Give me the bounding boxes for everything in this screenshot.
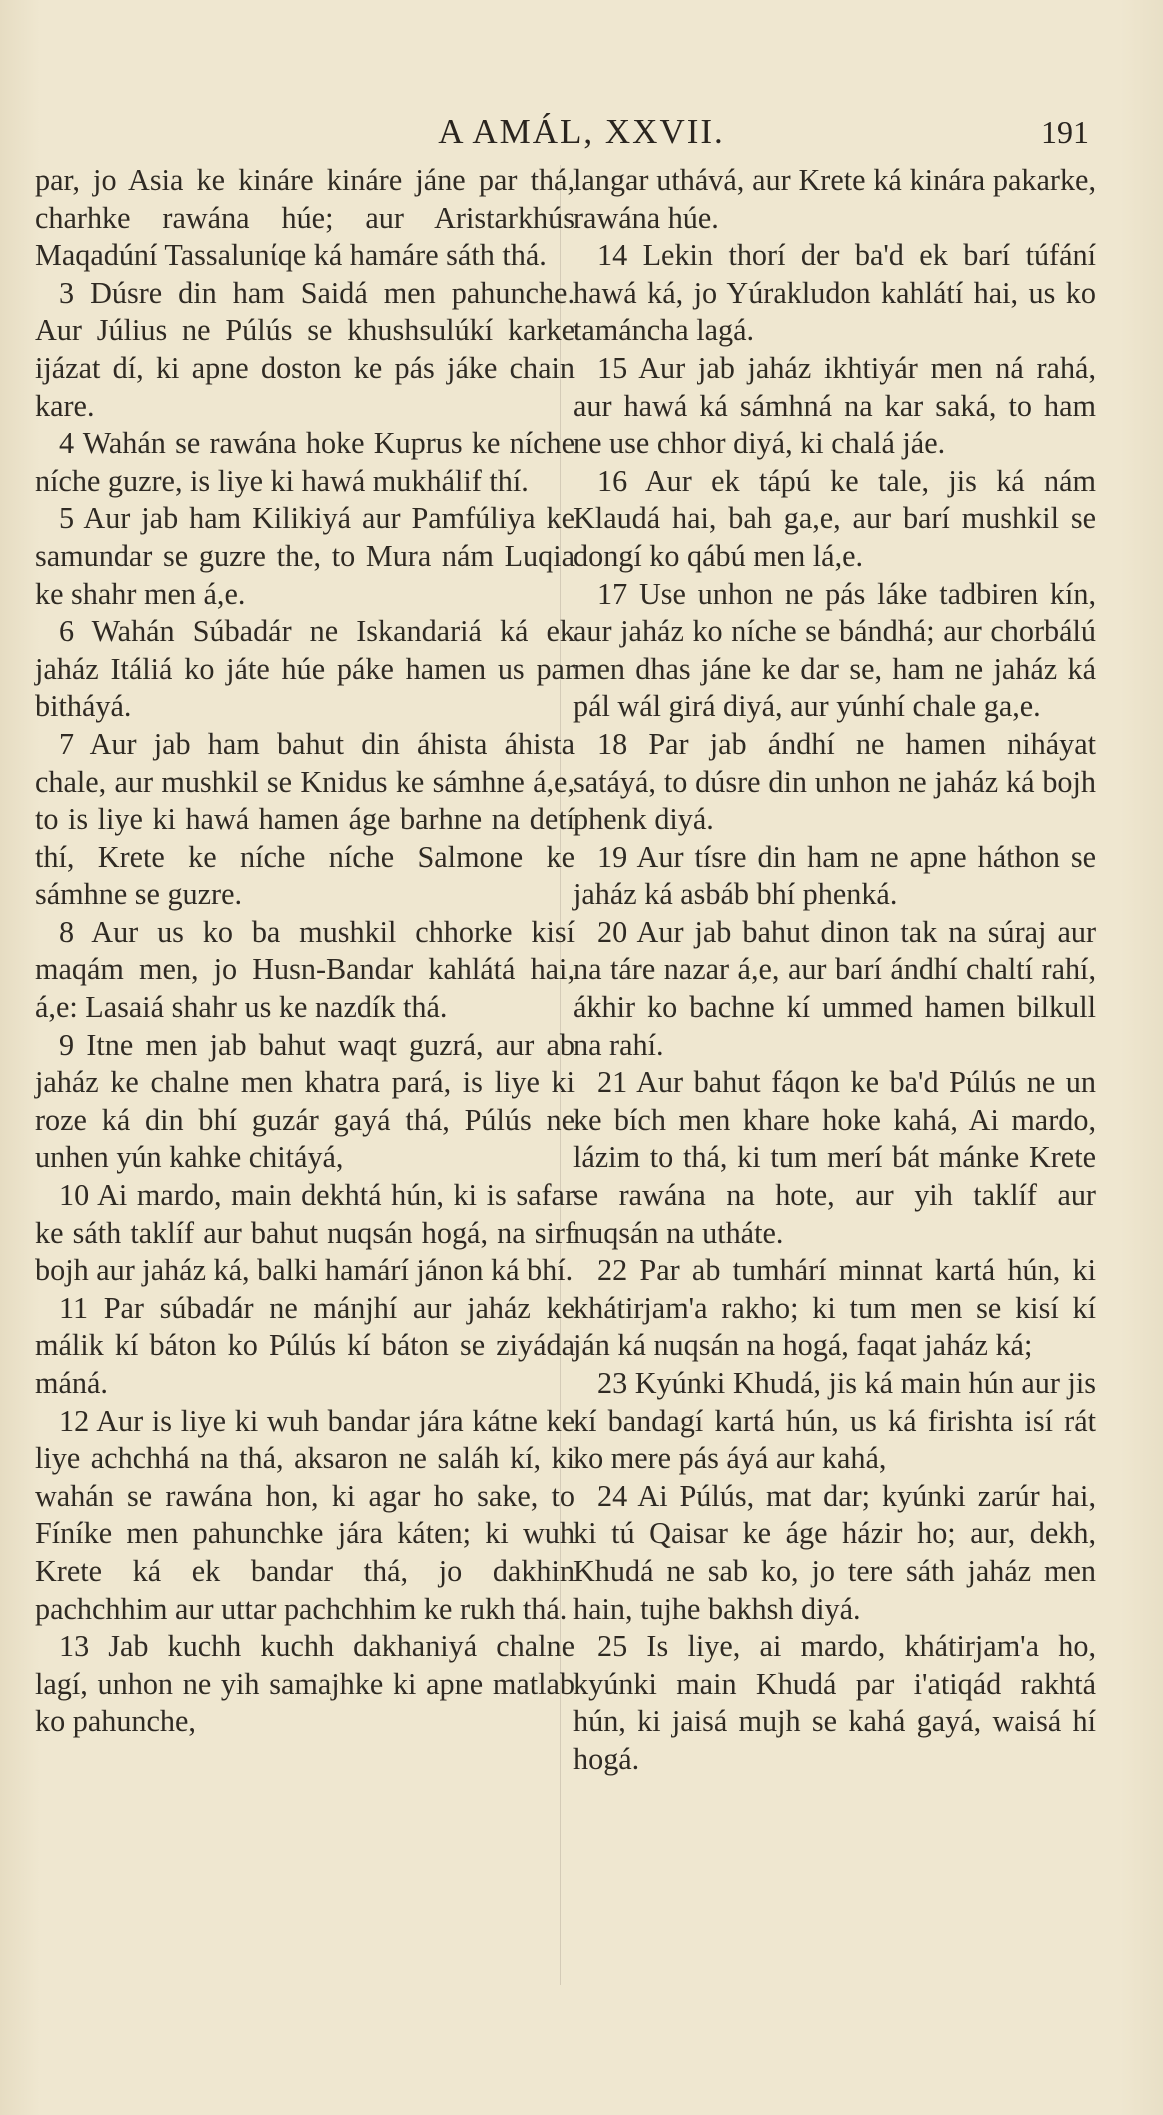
verse-paragraph: 9 Itne men jab bahut waqt guzrá, aur ab jaház ke chalne men khatra pará, is liye ki roze ká din bhí guzár gayá thá, Púlús ne unhen yún kahke chitáyá, (35, 1027, 575, 1175)
verse-paragraph: 15 Aur jab jaház ikhtiyár men ná rahá, aur hawá ká sámhná na kar saká, to ham ne use chhor diyá, ki chalá jáe. (573, 350, 1096, 461)
verse-paragraph: par, jo Asia ke kináre kináre jáne par thá, charhke rawána húe; aur Aristarkhús Maqadúní Tassalunίqe ká hamáre sáth thá. (35, 163, 575, 273)
verse-paragraph: 19 Aur tísre din ham ne apne háthon se jaház ká asbáb bhí phenká. (573, 839, 1096, 912)
verse-paragraph: 17 Use unhon ne pás láke tadbiren kín, aur jaház ko níche se bándhá; aur chorbálú men dhas jáne ke dar se, ham ne jaház ká pál wál girá diyá, aur yúnhí chale ga,e. (573, 576, 1096, 724)
verse-paragraph: 25 Is liye, ai mardo, khátirjam'a ho, kyúnki main Khudá par i'atiqád rakhtá hún, ki jaisá mujh se kahá gayá, waisá hí hogá. (573, 1629, 1096, 1776)
verse-paragraph: 7 Aur jab ham bahut din áhista áhista chale, aur mushkil se Knidus ke sámhne á,e, to is liye ki hawá hamen áge barhne na detí thí, Krete ke níche níche Salmone ke sámhne se guzre. (35, 726, 575, 912)
verse-paragraph: 22 Par ab tumhárí minnat kartá hún, ki khátirjam'a rakho; ki tum men se kisí kí ján ká nuqsán na hogá, faqat jaház ká; (573, 1253, 1096, 1363)
verse-paragraph: 20 Aur jab bahut dinon tak na súraj aur na táre nazar á,e, aur barí ándhí chaltí rahí, ákhir ko bachne kí ummed hamen bilkull na rahí. (573, 914, 1096, 1062)
left-column (35, 162, 575, 1741)
right-column (573, 162, 1096, 1779)
verse-paragraph: 13 Jab kuchh kuchh dakhaniyá chalne lagí, unhon ne yih samajhke ki apne matlab ko pahunche, (35, 1629, 575, 1739)
verse-paragraph: 4 Wahán se rawána hoke Kuprus ke níche níche guzre, is liye ki hawá mukhálif thí. (35, 426, 575, 498)
verse-paragraph: 18 Par jab ándhí ne hamen niháyat satáyá, to dúsre din unhon ne jaház ká bojh phenk diyá. (573, 726, 1096, 837)
verse-paragraph: 21 Aur bahut fáqon ke ba'd Púlús ne un ke bích men khare hoke kahá, Ai mardo, lázim to thá, ki tum merí bát mánke Krete se rawána na hote, aur yih taklíf aur nuqsán na utháte. (573, 1065, 1096, 1250)
verse-paragraph: 8 Aur us ko ba mushkil chhorke kisí maqám men, jo Husn-Bandar kahlátá hai, á,e: Lasaiá shahr us ke nazdík thá. (35, 914, 575, 1025)
verse-paragraph: 6 Wahán Súbadár ne Iskandariá ká ek jaház Itáliá ko játe húe páke hamen us par bitháyá. (35, 614, 575, 724)
running-title: A AMÁL, XXVII. (438, 112, 725, 151)
verse-paragraph: 16 Aur ek tápú ke tale, jis ká nám Klaudá hai, bah ga,e, aur barí mushkil se dongí ko qábú men lá,e. (573, 463, 1096, 573)
verse-paragraph: 24 Ai Púlús, mat dar; kyúnki zarúr hai, ki tú Qaisar ke áge házir ho; aur, dekh, Khudá ne sab ko, jo tere sáth jaház men hain, tujhe bakhsh diyá. (573, 1478, 1096, 1626)
verse-paragraph: 14 Lekin thorí der ba'd ek barí túfání hawá ká, jo Yúrakludon kahlátí hai, us ko tamáncha lagá. (573, 238, 1096, 348)
verse-paragraph: 10 Ai mardo, main dekhtá hún, ki is safar ke sáth taklíf aur bahut nuqsán hogá, na sirf bojh aur jaház ká, balki hamárí jánon ká bhí. (35, 1178, 575, 1288)
page-header (0, 112, 1163, 162)
verse-paragraph: 23 Kyúnki Khudá, jis ká main hún aur jis kí bandagí kartá hún, us ká firishta isí rát ko mere pás áyá aur kahá, (573, 1366, 1096, 1476)
verse-paragraph: langar uthává, aur Krete ká kinára pakarke, rawána húe. (573, 163, 1096, 235)
page-number: 191 (1041, 114, 1089, 150)
verse-paragraph: 5 Aur jab ham Kilikiyá aur Pamfúliya ke samundar se guzre the, to Mura nám Luqia ke shahr men á,e. (35, 501, 575, 611)
verse-paragraph: 11 Par súbadár ne mánjhí aur jaház ke málik kí báton ko Púlús kí báton se ziyáda máná. (35, 1290, 575, 1400)
column-divider (560, 165, 561, 1985)
verse-paragraph: 12 Aur is liye ki wuh bandar jára kátne ke liye achchhá na thá, aksaron ne saláh kí, ki wahán se rawána hon, ki agar ho sake, to Fíníke men pahunchke jára káten; ki wuh Krete ká ek bandar thá, jo dakhin pachchhim aur uttar pachchhim ke rukh thá. (35, 1403, 575, 1626)
verse-paragraph: 3 Dúsre din ham Saidá men pahunche. Aur Július ne Púlús se khushsulúkí karke ijázat dí, ki apne doston ke pás jáke chain kare. (35, 275, 575, 423)
